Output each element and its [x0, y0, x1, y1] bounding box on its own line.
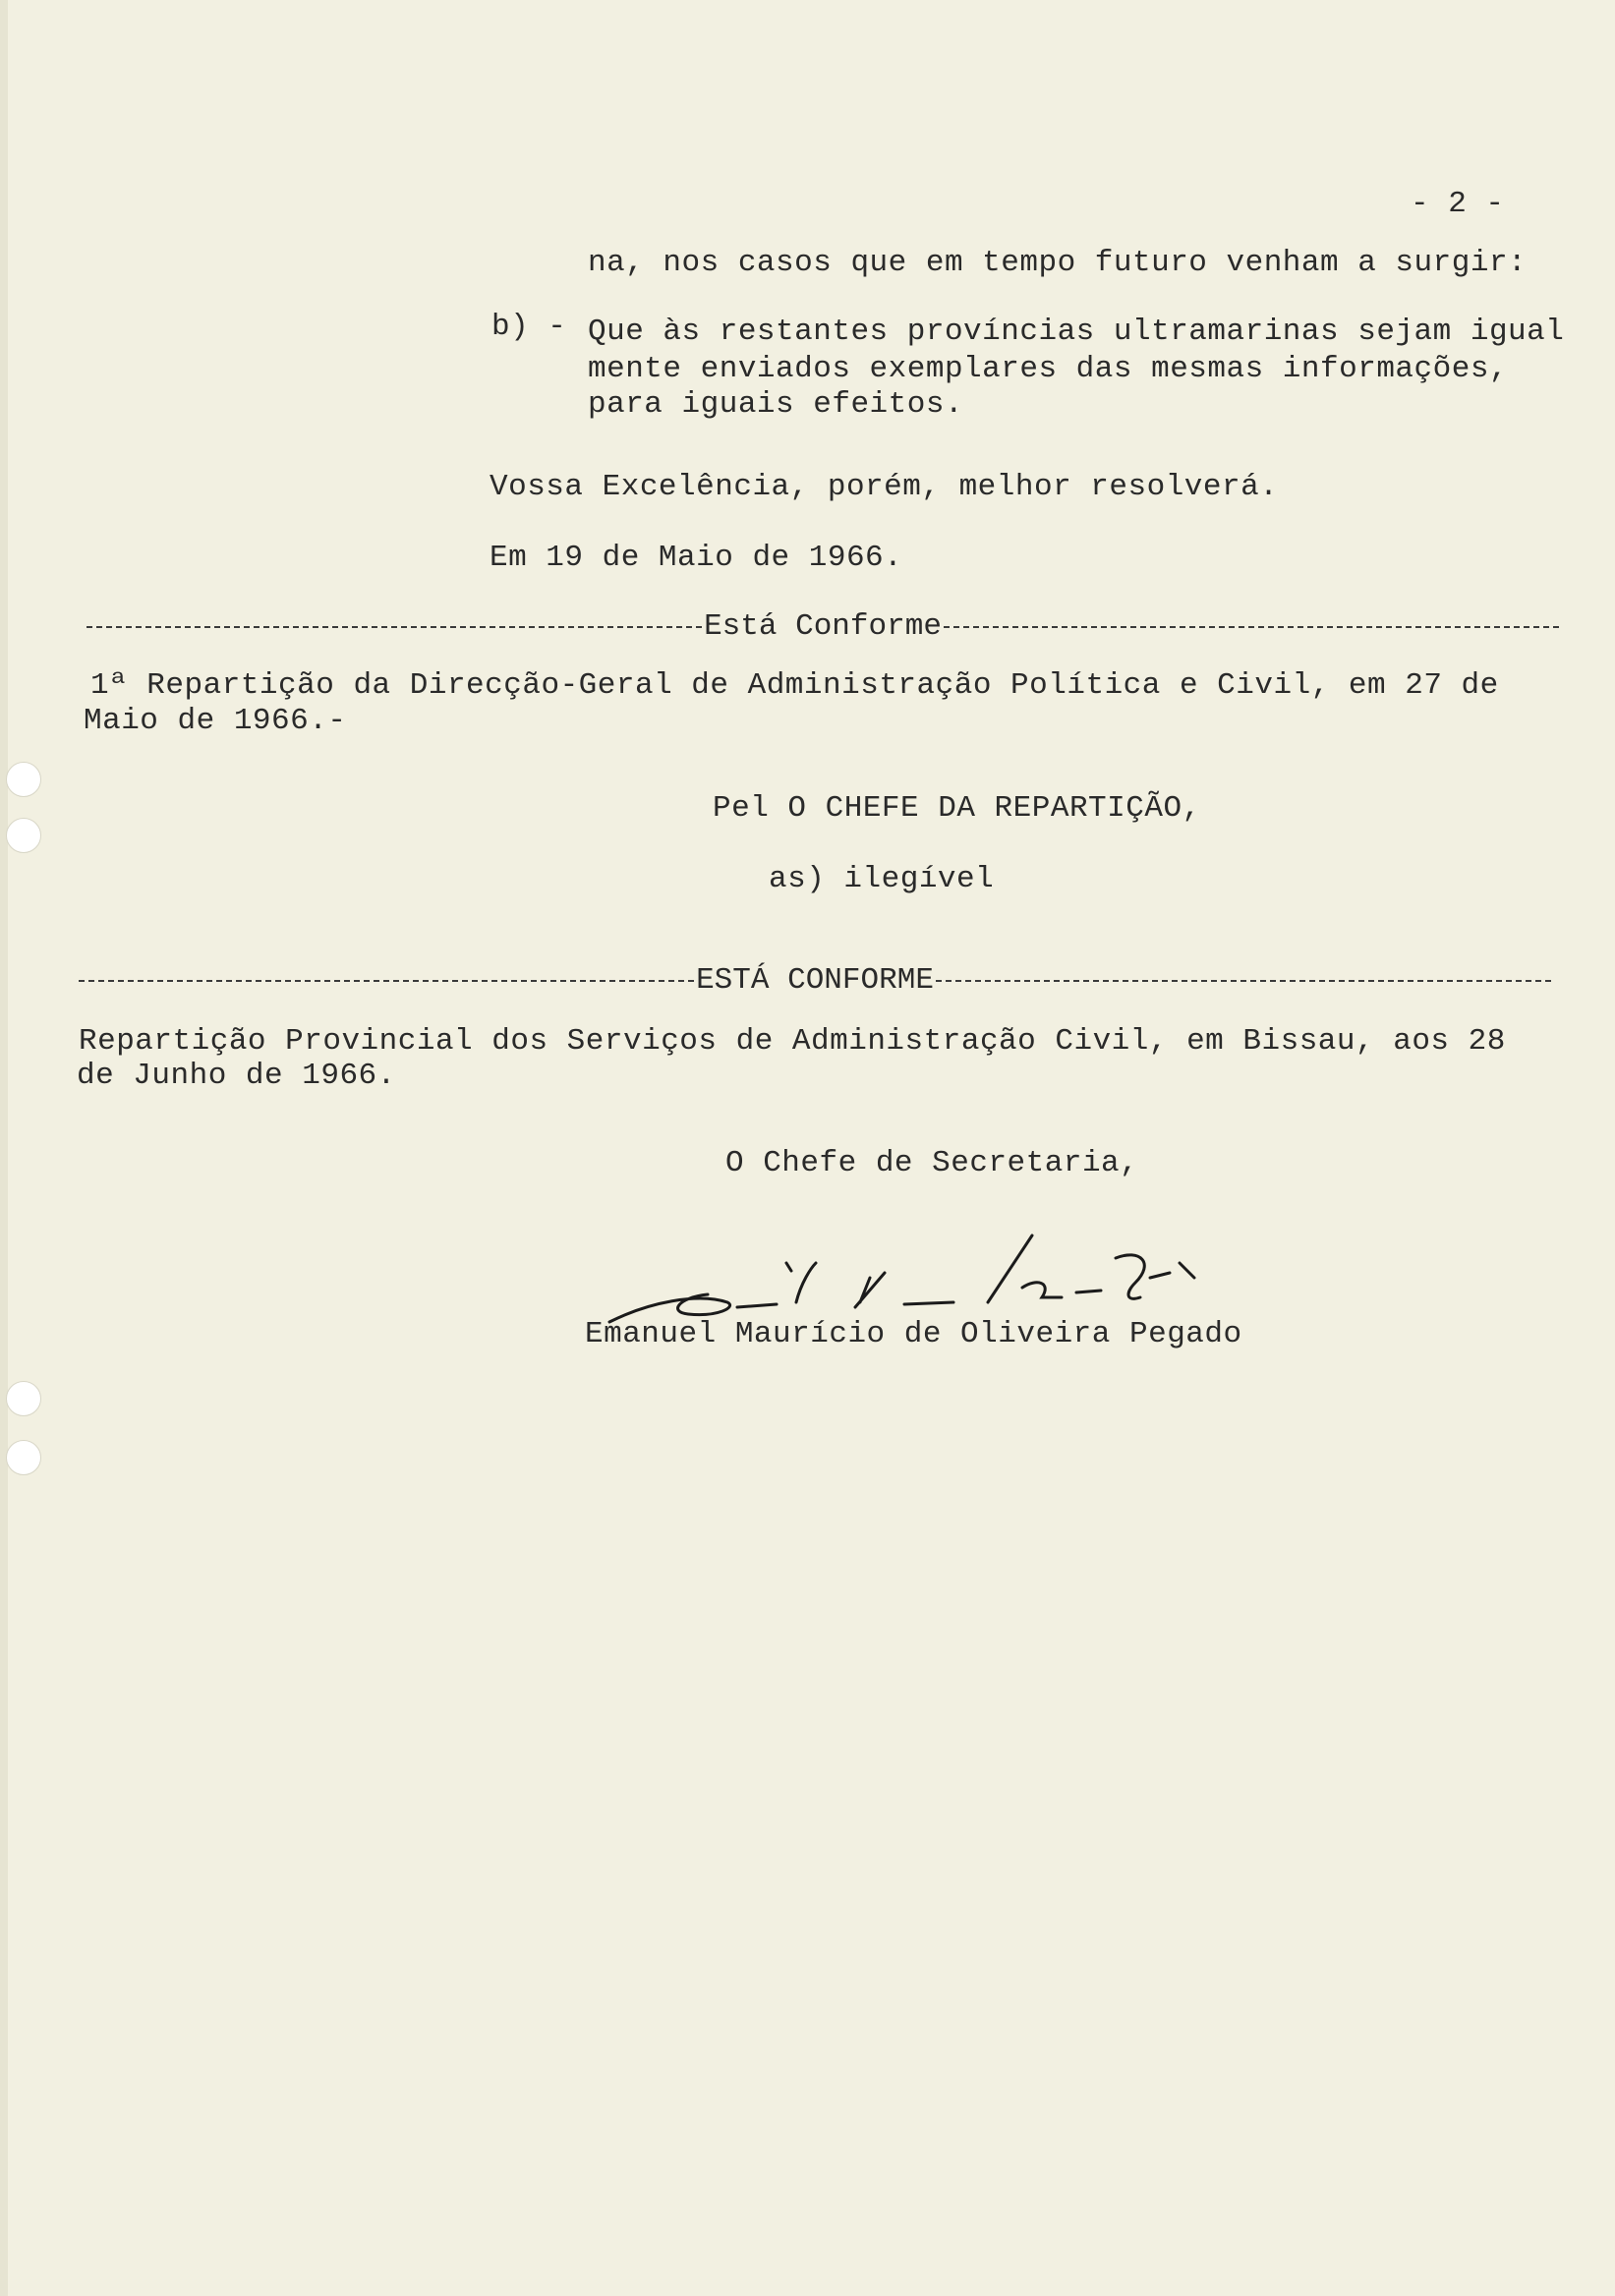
dashed-line	[944, 626, 1559, 628]
punch-hole	[6, 818, 41, 853]
item-b-line: Que às restantes províncias ultramarinas sejam igual	[588, 315, 1565, 349]
page-number: - 2 -	[1411, 187, 1505, 221]
signature-title: O Chefe de Secretaria,	[725, 1146, 1139, 1180]
conformity-label: Está Conforme	[704, 609, 942, 644]
punch-hole	[6, 762, 41, 797]
conformity-rule	[87, 609, 1559, 644]
conformity-rule	[79, 963, 1551, 998]
certification-text: de Junho de 1966.	[77, 1059, 396, 1093]
item-b-line: para iguais efeitos.	[588, 387, 964, 422]
page-edge	[0, 0, 8, 2296]
punch-hole	[6, 1381, 41, 1416]
signature-name: as) ilegível	[769, 862, 995, 896]
signature-title: Pel O CHEFE DA REPARTIÇÃO,	[713, 791, 1201, 826]
certification-text: Repartição Provincial dos Serviços de Administração Civil, em Bissau, aos 28	[79, 1024, 1506, 1059]
date-line: Em 19 de Maio de 1966.	[490, 541, 903, 575]
closing-sentence: Vossa Excelência, porém, melhor resolverá.	[490, 470, 1279, 504]
paragraph-continuation: na, nos casos que em tempo futuro venham a surgir:	[588, 246, 1528, 280]
certification-text: Maio de 1966.-	[84, 704, 347, 738]
signatory-name: Emanuel Maurício de Oliveira Pegado	[585, 1317, 1242, 1351]
item-b-line: mente enviados exemplares das mesmas informações,	[588, 352, 1509, 386]
dashed-line	[79, 980, 694, 982]
certification-text: 1ª Repartição da Direcção-Geral de Administração Política e Civil, em 27 de	[90, 668, 1499, 703]
dashed-line	[87, 626, 702, 628]
conformity-label: ESTÁ CONFORME	[696, 963, 934, 998]
punch-hole	[6, 1440, 41, 1475]
dashed-line	[936, 980, 1551, 982]
item-b-label: b) -	[491, 310, 567, 344]
